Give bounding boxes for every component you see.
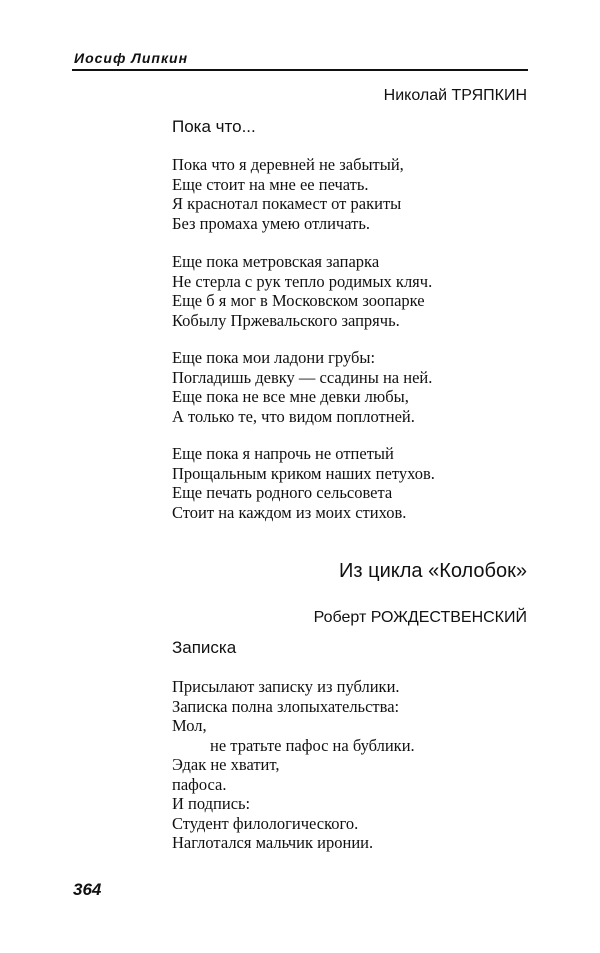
poem-line: Я краснотал покамест от ракиты bbox=[172, 194, 402, 213]
page-number: 364 bbox=[73, 880, 102, 899]
poem1-stanza-4 bbox=[172, 444, 435, 522]
poem-line: Еще б я мог в Московском зоопарке bbox=[172, 291, 425, 310]
poem-line: Без промаха умею отличать. bbox=[172, 213, 370, 233]
poem-line: Прощальным криком наших петухов. bbox=[172, 463, 435, 483]
poem2-body bbox=[172, 677, 415, 853]
poem-line: Еще пока не все мне девки любы, bbox=[172, 387, 409, 406]
poem-line: Не стерла с рук тепло родимых кляч. bbox=[172, 271, 433, 291]
poem-line: не тратьте пафос на бублики. bbox=[210, 735, 415, 755]
poem-line: Мол, bbox=[172, 716, 207, 735]
poem1-stanza-1 bbox=[172, 155, 404, 233]
poem1-stanza-3 bbox=[172, 348, 432, 426]
poem-line: Еще стоит на мне ее печать. bbox=[172, 174, 369, 194]
poem-line: Погладишь девку — ссадины на ней. bbox=[172, 367, 433, 387]
poem2-author: Роберт РОЖДЕСТВЕНСКИЙ bbox=[313, 609, 527, 626]
cycle-title: Из цикла «Колобок» bbox=[339, 560, 527, 582]
poem1-author: Николай ТРЯПКИН bbox=[383, 87, 527, 104]
poem-line: Наглотался мальчик иронии. bbox=[172, 833, 374, 852]
poem2-title: Записка bbox=[172, 638, 237, 657]
poem-line: Эдак не хватит, bbox=[172, 755, 280, 774]
poem-line: Пока что я деревней не забытый, bbox=[172, 155, 404, 174]
header-rule bbox=[72, 69, 528, 71]
poem-line: А только те, что видом поплотней. bbox=[172, 406, 415, 426]
poem-line: Кобылу Пржевальского запрячь. bbox=[172, 310, 400, 330]
poem1-stanza-2 bbox=[172, 252, 432, 330]
running-head: Иосиф Липкин bbox=[74, 50, 189, 66]
poem-line: Записка полна злопыхательства: bbox=[172, 696, 400, 716]
poem-line: Еще пока мои ладони грубы: bbox=[172, 348, 376, 367]
poem1-title: Пока что... bbox=[172, 117, 256, 136]
poem-line: пафоса. bbox=[172, 774, 227, 794]
poem-line: Еще пока метровская запарка bbox=[172, 252, 380, 271]
poem-line: Стоит на каждом из моих стихов. bbox=[172, 502, 407, 522]
poem-line: Студент филологического. bbox=[172, 813, 359, 833]
poem-line: Еще пока я напрочь не отпетый bbox=[172, 444, 394, 463]
poem-line: И подпись: bbox=[172, 794, 251, 813]
poem-line: Еще печать родного сельсовета bbox=[172, 483, 393, 502]
poem-line: Присылают записку из публики. bbox=[172, 677, 400, 696]
